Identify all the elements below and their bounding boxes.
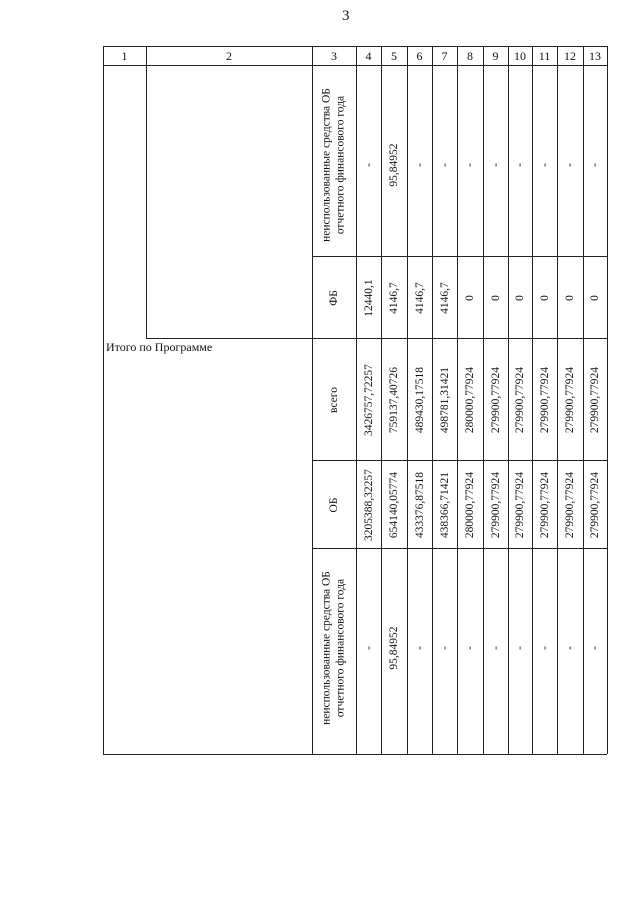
lower-total-value-10: 279900,77924 bbox=[514, 366, 526, 434]
column-header-13: 13 bbox=[589, 49, 601, 63]
lower-unused-value-13: - bbox=[589, 646, 601, 650]
lower-ob-value-9: 279900,77924 bbox=[489, 471, 502, 539]
upper-fb-value-12: 0 bbox=[564, 295, 576, 301]
lower-unused-value-8: - bbox=[464, 646, 476, 650]
lower-total-label: всего bbox=[328, 387, 340, 413]
lower-ob-value-6: 433376,87518 bbox=[413, 471, 426, 539]
upper-fb-value-13: 0 bbox=[589, 295, 601, 301]
column-rule-4 bbox=[407, 46, 408, 754]
program-total-title: Итого по Программе bbox=[106, 340, 213, 354]
upper-unused-value-9: - bbox=[489, 163, 502, 167]
upper-fb-value-8: 0 bbox=[464, 295, 476, 301]
lower-ob-value-13: 279900,77924 bbox=[589, 471, 601, 539]
column-header-5: 5 bbox=[391, 49, 397, 63]
upper-unused-value-6: - bbox=[413, 163, 426, 167]
lower-total-value-13: 279900,77924 bbox=[589, 366, 601, 434]
column-header-10: 10 bbox=[514, 49, 526, 63]
upper-unused-value-11: - bbox=[538, 163, 551, 167]
lower-unused-label: неиспользованные средства ОБ отчетного финансового года bbox=[320, 571, 347, 725]
upper-fb-value-11: 0 bbox=[538, 295, 551, 301]
column-header-4: 4 bbox=[365, 49, 372, 63]
upper-unused-value-10: - bbox=[514, 163, 526, 167]
upper-unused-value-13: - bbox=[589, 163, 601, 167]
lower-unused-value-4: - bbox=[362, 646, 375, 650]
column-header-1: 1 bbox=[121, 49, 128, 63]
column-rule-7 bbox=[483, 46, 484, 754]
column-header-9: 9 bbox=[492, 49, 499, 63]
lower-ob-unused-rule bbox=[312, 548, 607, 549]
lower-unused-value-10: - bbox=[514, 646, 526, 650]
lower-unused-value-11: - bbox=[538, 646, 551, 650]
lower-unused-value-7: - bbox=[438, 646, 451, 650]
lower-ob-value-12: 279900,77924 bbox=[564, 471, 576, 539]
lower-total-value-5: 759137,40726 bbox=[388, 366, 400, 434]
upper-fb-label: ФБ bbox=[328, 290, 340, 306]
upper-label-rule bbox=[312, 256, 607, 257]
upper-unused-value-4: - bbox=[362, 163, 375, 167]
column-header-7: 7 bbox=[441, 49, 448, 63]
column-rule-2 bbox=[356, 46, 357, 754]
table-border-bottom bbox=[103, 754, 607, 755]
upper-fb-value-7: 4146,7 bbox=[438, 282, 451, 314]
upper-unused-label: неиспользованные средства ОБ отчетного финансового года bbox=[320, 88, 347, 242]
column-header-6: 6 bbox=[416, 49, 423, 63]
lower-ob-value-10: 279900,77924 bbox=[514, 471, 526, 539]
lower-unused-value-12: - bbox=[564, 646, 576, 650]
column-rule-12 bbox=[607, 46, 608, 754]
column-rule-6 bbox=[457, 46, 458, 754]
column-header-11: 11 bbox=[538, 49, 551, 63]
lower-unused-value-9: - bbox=[489, 646, 502, 650]
lower-total-value-4: 3426757,72257 bbox=[362, 364, 375, 436]
lower-total-value-6: 489430,17518 bbox=[413, 366, 426, 434]
column-rule-9 bbox=[532, 46, 533, 754]
column-header-8: 8 bbox=[467, 49, 473, 63]
column-header-12: 12 bbox=[564, 49, 576, 63]
column-rule-1 bbox=[312, 46, 313, 754]
upper-fb-value-10: 0 bbox=[514, 295, 526, 301]
lower-ob-value-8: 280000,77924 bbox=[464, 471, 476, 539]
lower-total-value-9: 279900,77924 bbox=[489, 366, 502, 434]
column-header-3: 3 bbox=[331, 49, 337, 63]
upper-unused-value-7: - bbox=[438, 163, 451, 167]
lower-ob-value-5: 654140,05774 bbox=[388, 471, 400, 539]
column-rule-8 bbox=[508, 46, 509, 754]
lower-ob-value-7: 438366,71421 bbox=[438, 471, 451, 539]
upper-unused-value-5: 95,84952 bbox=[388, 143, 400, 187]
upper-unused-value-12: - bbox=[564, 163, 576, 167]
column-rule-3 bbox=[381, 46, 382, 754]
page-number: 3 bbox=[342, 8, 350, 24]
column-rule-2 bbox=[146, 46, 147, 338]
upper-fb-value-4: 12440,1 bbox=[362, 279, 375, 317]
lower-total-value-8: 280000,77924 bbox=[464, 366, 476, 434]
lower-unused-value-6: - bbox=[413, 646, 426, 650]
lower-unused-value-5: 95,84952 bbox=[388, 626, 400, 670]
lower-total-value-11: 279900,77924 bbox=[538, 366, 551, 434]
upper-fb-value-5: 4146,7 bbox=[388, 282, 400, 314]
lower-ob-value-4: 3205388,32257 bbox=[362, 469, 375, 541]
upper-fb-value-9: 0 bbox=[489, 295, 502, 301]
lower-total-value-12: 279900,77924 bbox=[564, 366, 576, 434]
column-rule-5 bbox=[432, 46, 433, 754]
column-header-2: 2 bbox=[226, 49, 232, 63]
column-rule-10 bbox=[557, 46, 558, 754]
lower-ob-label: ОБ bbox=[328, 497, 340, 513]
lower-ob-value-11: 279900,77924 bbox=[538, 471, 551, 539]
lower-total-value-7: 498781,31421 bbox=[438, 366, 451, 434]
upper-unused-value-8: - bbox=[464, 163, 476, 167]
column-rule-11 bbox=[583, 46, 584, 754]
block-separator bbox=[146, 338, 607, 339]
upper-fb-value-6: 4146,7 bbox=[413, 282, 426, 314]
column-rule-0 bbox=[103, 46, 104, 754]
lower-total-ob-rule bbox=[312, 460, 607, 461]
